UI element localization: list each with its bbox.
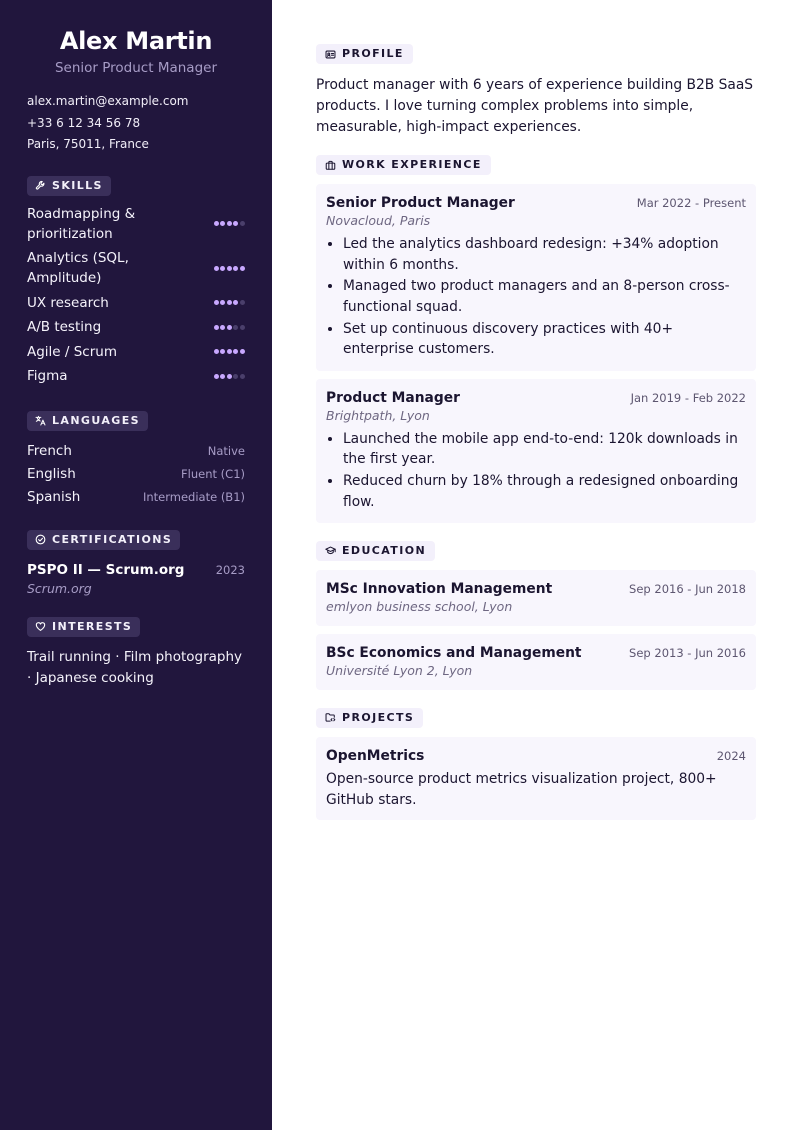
skill-level-dots bbox=[214, 374, 245, 379]
project-description: Open-source product metrics visualization project, 800+ GitHub stars. bbox=[326, 770, 717, 808]
candidate-name: Alex Martin bbox=[59, 27, 213, 55]
certification-year: 2023 bbox=[215, 562, 245, 577]
skill-name: Agile / Scrum bbox=[27, 343, 117, 360]
language-level: Native bbox=[207, 443, 245, 458]
skill-name: Roadmapping & prioritization bbox=[27, 205, 136, 242]
experience-card bbox=[316, 379, 756, 523]
project-year: 2024 bbox=[716, 748, 746, 763]
language-level: Fluent (C1) bbox=[181, 466, 245, 481]
skill-level-dot bbox=[214, 300, 219, 305]
profile-summary: Product manager with 6 years of experience building B2B SaaS products. I love turning complex problems into simple, measurable, high-impact experiences. bbox=[316, 77, 754, 135]
interests-text: Trail running · Film photography · Japanese cooking bbox=[27, 648, 243, 686]
skill-item bbox=[27, 293, 245, 313]
skill-level-dot bbox=[220, 325, 225, 330]
education-dates: Sep 2016 - Jun 2018 bbox=[629, 581, 746, 596]
education-heading: EDUCATION bbox=[316, 541, 435, 561]
experience-card bbox=[316, 184, 756, 370]
skill-level-dots bbox=[214, 300, 245, 305]
skill-level-dot bbox=[227, 221, 232, 226]
achievement-item: • Led the analytics dashboard redesign: +34% adoption within 6 months. bbox=[343, 234, 746, 276]
projects-list bbox=[316, 737, 756, 821]
skill-level-dot bbox=[220, 374, 225, 379]
projects-section bbox=[316, 708, 756, 821]
language-name: Spanish bbox=[27, 488, 81, 505]
skill-level-dot bbox=[214, 221, 219, 226]
education-card bbox=[316, 570, 756, 626]
contact-email[interactable]: alex.martin@example.com bbox=[27, 94, 189, 108]
education-card bbox=[316, 634, 756, 690]
skill-level-dots bbox=[214, 266, 245, 271]
contact-phone[interactable]: +33 6 12 34 56 78 bbox=[27, 115, 141, 130]
skill-level-dot bbox=[233, 221, 238, 226]
education-list bbox=[316, 570, 756, 690]
skill-level-dot bbox=[240, 266, 245, 271]
skill-level-dot bbox=[240, 300, 245, 305]
skill-level-dot bbox=[220, 266, 225, 271]
languages-list bbox=[27, 441, 245, 507]
skill-level-dot bbox=[227, 349, 232, 354]
project-name: OpenMetrics bbox=[326, 747, 425, 764]
skill-name: Analytics (SQL, Amplitude) bbox=[27, 250, 129, 286]
education-dates: Sep 2013 - Jun 2016 bbox=[629, 645, 746, 660]
degree-name: BSc Economics and Management bbox=[326, 644, 582, 661]
experience-header bbox=[326, 194, 746, 212]
wrench-icon bbox=[35, 180, 46, 191]
achievement-item: • Set up continuous discovery practices with 40+ enterprise customers. bbox=[343, 319, 746, 361]
project-card bbox=[316, 737, 756, 821]
skill-level-dot bbox=[227, 325, 232, 330]
skill-level-dot bbox=[233, 349, 238, 354]
education-header bbox=[326, 580, 746, 598]
skill-name: A/B testing bbox=[27, 319, 102, 335]
sidebar bbox=[0, 0, 272, 1130]
project-header bbox=[326, 747, 746, 765]
skill-level-dots bbox=[214, 221, 245, 226]
skills-list bbox=[27, 204, 245, 387]
job-title: Product Manager bbox=[326, 389, 460, 406]
experience-header bbox=[326, 389, 746, 407]
id-card-icon bbox=[325, 49, 336, 60]
job-dates: Jan 2019 - Feb 2022 bbox=[630, 390, 746, 405]
briefcase-icon bbox=[325, 160, 336, 171]
skills-heading: SKILLS bbox=[27, 176, 111, 196]
skill-item bbox=[27, 366, 245, 386]
education-header bbox=[326, 644, 746, 662]
achievement-item: • Launched the mobile app end-to-end: 120k downloads in the first year. bbox=[343, 429, 746, 471]
profile-heading: PROFILE bbox=[316, 44, 413, 64]
job-title: Senior Product Manager bbox=[326, 195, 515, 212]
education-section bbox=[316, 541, 756, 690]
skill-level-dot bbox=[214, 325, 219, 330]
skill-item bbox=[27, 204, 245, 244]
skill-level-dots bbox=[214, 325, 245, 330]
projects-heading: PROJECTS bbox=[316, 708, 423, 728]
certifications-heading: CERTIFICATIONS bbox=[27, 530, 180, 550]
language-name: French bbox=[27, 442, 72, 459]
language-level: Intermediate (B1) bbox=[142, 489, 245, 504]
degree-name: MSc Innovation Management bbox=[326, 580, 553, 597]
job-achievements bbox=[326, 429, 746, 513]
language-item bbox=[27, 441, 245, 461]
skill-level-dot bbox=[240, 374, 245, 379]
skill-level-dots bbox=[214, 349, 245, 354]
skill-level-dot bbox=[233, 325, 238, 330]
skill-level-dot bbox=[214, 374, 219, 379]
experience-list bbox=[316, 184, 756, 522]
certification-item bbox=[27, 560, 245, 597]
skill-level-dot bbox=[227, 374, 232, 379]
school-name: Université Lyon 2, Lyon bbox=[326, 662, 473, 678]
skill-name: Figma bbox=[27, 368, 68, 384]
skill-name: UX research bbox=[27, 294, 109, 311]
skill-level-dot bbox=[227, 300, 232, 305]
skill-item bbox=[27, 248, 245, 288]
translate-icon bbox=[35, 415, 46, 426]
language-item bbox=[27, 464, 245, 484]
skill-level-dot bbox=[233, 300, 238, 305]
skill-level-dot bbox=[240, 221, 245, 226]
contact-location: Paris, 75011, France bbox=[27, 137, 149, 151]
skill-item bbox=[27, 342, 245, 362]
experience-heading: WORK EXPERIENCE bbox=[316, 155, 491, 175]
languages-heading: LANGUAGES bbox=[27, 411, 148, 431]
main-content bbox=[316, 44, 756, 820]
skill-level-dot bbox=[240, 325, 245, 330]
skill-level-dot bbox=[220, 221, 225, 226]
certification-org: Scrum.org bbox=[27, 580, 92, 596]
skill-level-dot bbox=[220, 300, 225, 305]
job-achievements bbox=[326, 234, 746, 360]
skill-level-dot bbox=[233, 266, 238, 271]
job-company: Brightpath, Lyon bbox=[326, 407, 430, 423]
school-name: emlyon business school, Lyon bbox=[326, 598, 513, 614]
job-dates: Mar 2022 - Present bbox=[636, 196, 746, 211]
achievement-item: • Reduced churn by 18% through a redesigned onboarding flow. bbox=[343, 471, 746, 513]
certification-name: PSPO II — Scrum.org bbox=[27, 561, 185, 578]
skill-level-dot bbox=[220, 349, 225, 354]
achievement-item: • Managed two product managers and an 8-person cross-functional squad. bbox=[343, 276, 746, 318]
interests-heading: INTERESTS bbox=[27, 617, 140, 637]
contact-info bbox=[27, 91, 245, 156]
graduation-cap-icon bbox=[325, 545, 336, 556]
skill-level-dot bbox=[214, 266, 219, 271]
language-name: English bbox=[27, 465, 76, 482]
job-company: Novacloud, Paris bbox=[326, 213, 431, 229]
heart-icon bbox=[35, 621, 46, 632]
candidate-title: Senior Product Manager bbox=[54, 60, 217, 76]
skill-item bbox=[27, 317, 245, 337]
folder-code-icon bbox=[325, 712, 336, 723]
skill-level-dot bbox=[240, 349, 245, 354]
check-circle-icon bbox=[35, 534, 46, 545]
skill-level-dot bbox=[227, 266, 232, 271]
skill-level-dot bbox=[214, 349, 219, 354]
experience-section bbox=[316, 155, 756, 522]
language-item bbox=[27, 487, 245, 507]
skill-level-dot bbox=[233, 374, 238, 379]
